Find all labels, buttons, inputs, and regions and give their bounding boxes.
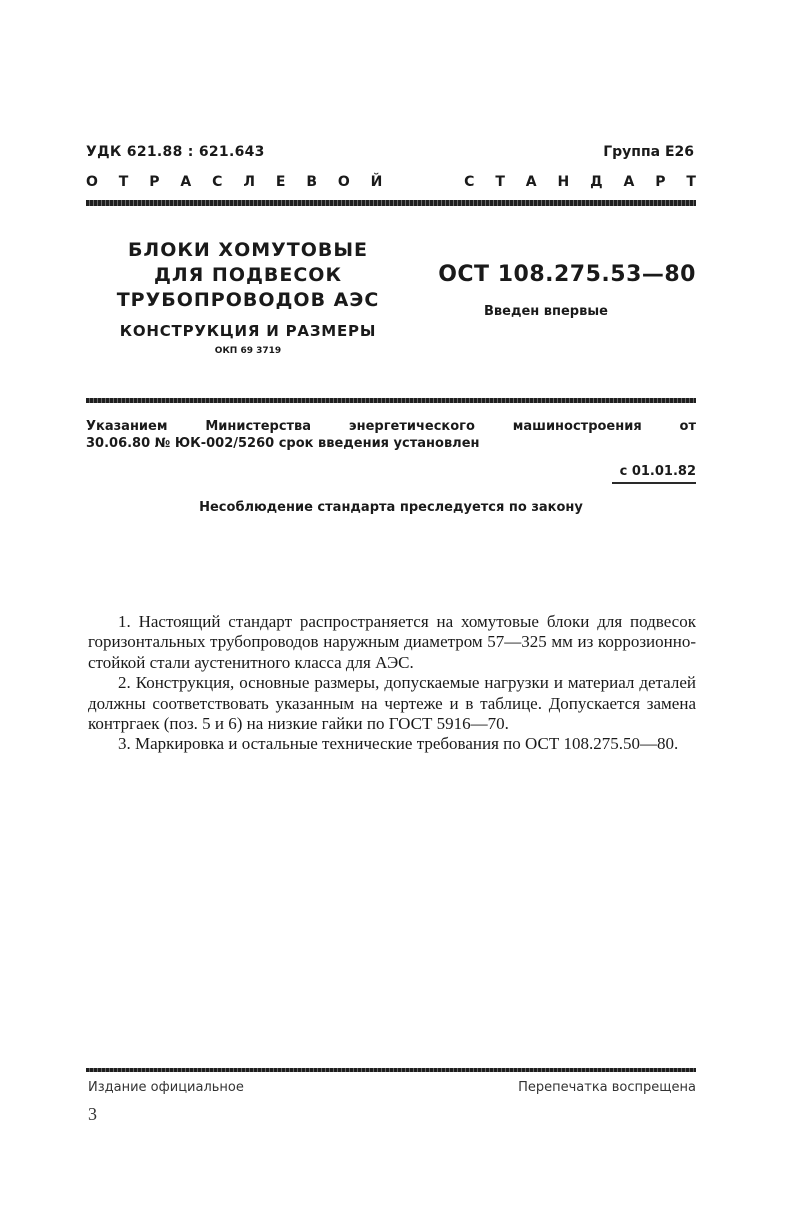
letter: Т [118, 174, 129, 190]
edition-note: Издание официальное [88, 1080, 244, 1095]
letter: А [180, 174, 192, 190]
effective-date: с 01.01.82 [619, 464, 696, 479]
date-underline [612, 482, 696, 484]
decree-line: 30.06.80 № ЮК-002/5260 срок введения установлен [86, 436, 480, 451]
letter: В [306, 174, 317, 190]
decree-text [86, 418, 696, 452]
letter: А [525, 174, 537, 190]
letter: С [212, 174, 223, 190]
standard-designation: ОСТ 108.275.53—80 [438, 262, 696, 287]
document-subtitle: КОНСТРУКЦИЯ И РАЗМЕРЫ [119, 322, 377, 340]
title-line: БЛОКИ ХОМУТОВЫЕ [127, 239, 369, 261]
letter: Л [243, 174, 255, 190]
standard-type-heading [86, 174, 696, 190]
footer-rule [86, 1068, 696, 1072]
letter: О [86, 174, 98, 190]
title-rule [86, 398, 696, 403]
letter: Й [370, 174, 383, 190]
letter: Н [557, 174, 570, 190]
body-text [88, 612, 696, 755]
title-line: ДЛЯ ПОДВЕСОК [153, 264, 342, 286]
paragraph: 3. Маркировка и остальные технические требования по ОСТ 108.275.50—80. [118, 734, 679, 754]
word-gap [403, 174, 443, 190]
letter: С [464, 174, 475, 190]
document-title [110, 238, 386, 313]
introduction-note: Введен впервые [484, 304, 608, 319]
legal-warning: Несоблюдение стандарта преследуется по закону [199, 500, 583, 515]
letter: Т [686, 174, 696, 190]
letter: Р [149, 174, 160, 190]
paragraph: 1. Настоящий стандарт распространяется на хомутовые блоки для подвесок горизонтальных трубопроводов наружным диаметром 57—325 мм из коррозионно-стойкой стали аустенитного класса для АЭС. [88, 612, 696, 672]
reprint-notice: Перепечатка воспрещена [518, 1080, 696, 1095]
paragraph: 2. Конструкция, основные размеры, допускаемые нагрузки и материал деталей должны соответствовать указанным на чертеже и в таблице. Допускается замена контргаек (поз. 5 и 6) на низкие гайки по ГОСТ 5916—70. [88, 673, 696, 734]
letter: Р [655, 174, 666, 190]
letter: Е [275, 174, 286, 190]
header-rule [86, 200, 696, 206]
letter: О [337, 174, 350, 190]
letter: Д [590, 174, 603, 190]
group-code: Группа Е26 [603, 144, 694, 160]
title-line: ТРУБОПРОВОДОВ АЭС [116, 289, 380, 311]
decree-line: Указанием Министерства энергетического машиностроения от [86, 419, 696, 434]
letter: А [623, 174, 635, 190]
udk-code: УДК 621.88 : 621.643 [86, 144, 265, 160]
okp-code: ОКП 69 3719 [214, 346, 282, 356]
letter: Т [495, 174, 505, 190]
page-number: 3 [88, 1104, 97, 1124]
